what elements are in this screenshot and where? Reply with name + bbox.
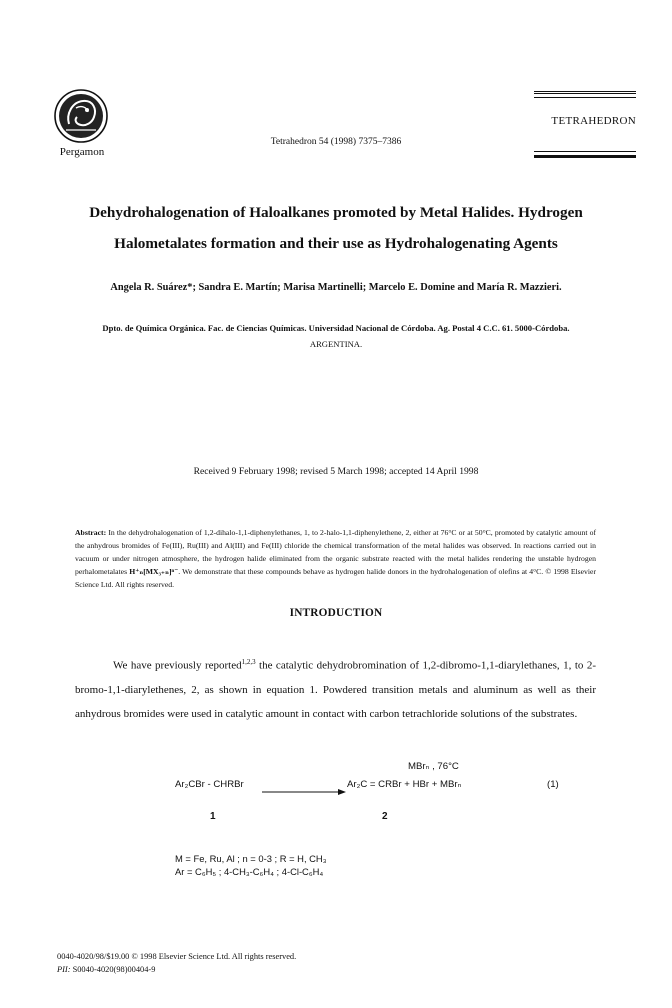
publisher-name: Pergamon (59, 146, 105, 158)
equation-definitions (175, 852, 327, 878)
abstract-text-continued: . We demonstrate that these compounds behave as hydrogen halide donors in the hydrohalogenation of olefins at 4°C. (178, 567, 544, 576)
pii-value: S0040-4020(98)00404-9 (70, 965, 156, 974)
journal-name: TETRAHEDRON (551, 115, 636, 127)
compound-label-2: 2 (382, 811, 388, 822)
journal-rule-top (534, 91, 636, 94)
received-dates: Received 9 February 1998; revised 5 March 1998; accepted 14 April 1998 (193, 466, 479, 477)
journal-rule-bottom (534, 155, 636, 158)
title-line-1: Dehydrohalogenation of Haloalkanes promoted by Metal Halides. Hydrogen (89, 204, 583, 221)
reference-superscript: 1,2,3 (241, 658, 256, 666)
affiliation-country: ARGENTINA. (309, 339, 363, 349)
section-heading-introduction: INTRODUCTION (289, 607, 383, 619)
intro-text-rest: the catalytic dehydrobromination of 1,2-dibromo-1,1-diarylethanes, 1, to 2-bromo-1,1-diarylethenes, 2, as shown in equation 1. Powdered transition metals and aluminum as well as their anhydrous bromides were used in catalytic amount in contact with carbon tetrachloride solutions of the substrates. (75, 659, 597, 720)
publisher-logo (52, 88, 110, 144)
abstract-text: In the dehydrohalogenation of 1,2-dihalo-1,1-diphenylethanes, 1, to 2-halo-1,1-diphenylethene, 2, either at 76°C or at 50°C, promoted by catalytic amount of the anhydrous bromides of Fe(III), Ru(III) and Al(III) and Fe(III) chloride the chemical transformation of the metal halides was observed. In reactions carried out in vacuum or under nitrogen atmosphere, the hydrogen halide eliminated from the organic substrate reacted with the metal halides rendering the unstable hydrogen perhalometalates (75, 528, 597, 576)
introduction-paragraph (75, 650, 596, 726)
journal-rule-top-thin (534, 97, 636, 98)
abstract-label: Abstract: (75, 528, 107, 537)
compound-label-1: 1 (210, 811, 216, 822)
reaction-reactant: Ar₂CBr - CHRBr (175, 779, 244, 790)
affiliation-line-1: Dpto. de Química Orgánica. Fac. de Ciencias Químicas. Universidad Nacional de Córdoba. Ag. Postal 4 C.C. 61. 5000-Córdoba. (102, 323, 570, 333)
title-line-2: Halometalates formation and their use as Hydrohalogenating Agents (114, 235, 558, 252)
author-list: Angela R. Suárez*; Sandra E. Martín; Marisa Martinelli; Marcelo E. Domine and María R. Mazzieri. (110, 282, 562, 293)
reaction-products: Ar₂C = CRBr + HBr + MBrₙ (347, 779, 462, 790)
definition-metal: M = Fe, Ru, Al ; n = 0-3 ; R = H, CH₃ (175, 853, 327, 864)
affiliation (40, 320, 632, 352)
abstract (75, 526, 596, 591)
abstract-copyright: © 1998 Elsevier Science Ltd. All rights reserved. (75, 567, 597, 589)
abstract-formula: H⁺ₙ[MX₃₊ₙ]ⁿ⁻ (129, 567, 179, 576)
article-title (40, 197, 632, 259)
footer-copyright: 0040-4020/98/$19.00 © 1998 Elsevier Science Ltd. All rights reserved. (57, 952, 297, 961)
journal-rule-bottom-thin (534, 151, 636, 152)
footer-pii (57, 963, 296, 976)
pii-label: PII: (57, 965, 71, 974)
intro-text-start: We have previously reported (113, 659, 242, 672)
reaction-arrow (262, 783, 346, 801)
definition-aryl: Ar = C₆H₅ ; 4-CH₃-C₆H₄ ; 4-Cl-C₆H₄ (175, 866, 324, 877)
equation-number: (1) (547, 779, 559, 790)
page-footer (57, 950, 296, 976)
reaction-conditions: MBrₙ , 76°C (408, 761, 459, 772)
journal-citation: Tetrahedron 54 (1998) 7375–7386 (270, 137, 402, 147)
